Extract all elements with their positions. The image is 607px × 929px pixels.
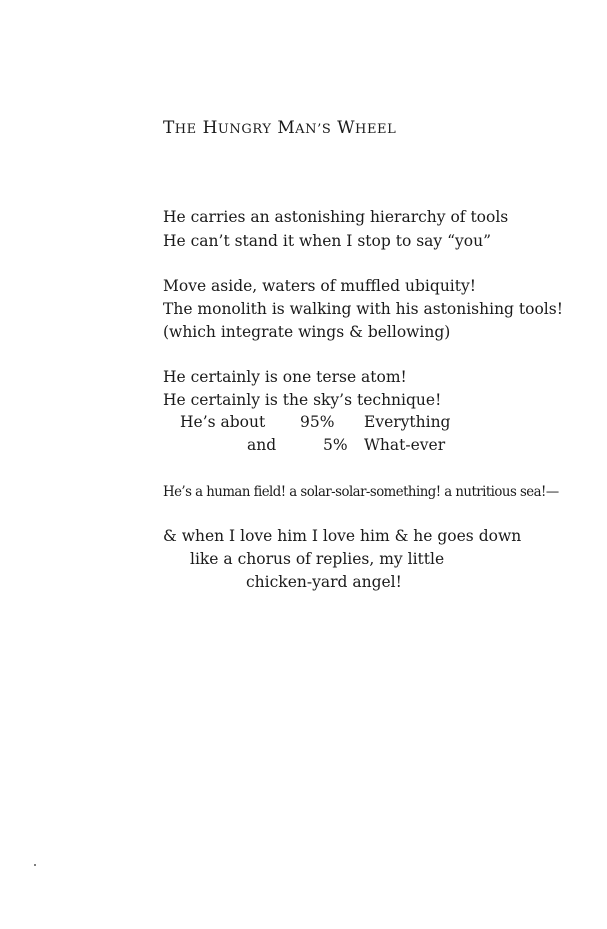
- stanza4-line1: He’s a human field! a solar-solar-something! a nutritious sea!—: [163, 484, 559, 500]
- stanza2-line3: (which integrate wings & bellowing): [163, 323, 451, 341]
- stanza1-line2: He can’t stand it when I stop to say “you”: [163, 232, 492, 250]
- row2-percent: 5%: [323, 436, 348, 454]
- row2-lead: and: [247, 436, 277, 454]
- stanza2-line2: The monolith is walking with his astonishing tools!: [163, 300, 563, 318]
- row1-percent: 95%: [300, 413, 335, 431]
- stanza5-line3: chicken-yard angel!: [246, 573, 402, 591]
- title-rest-3: AN’S: [295, 122, 332, 137]
- stanza2-line1: Move aside, waters of muffled ubiquity!: [163, 277, 476, 295]
- row1-word: Everything: [364, 413, 451, 431]
- scan-speck: [34, 864, 36, 866]
- title-cap-1: T: [163, 118, 175, 138]
- title-cap-2: H: [202, 118, 218, 138]
- stanza5-line1: & when I love him I love him & he goes down: [163, 527, 522, 545]
- row1-lead: He’s about: [180, 413, 266, 431]
- title-rest-2: UNGRY: [217, 122, 272, 137]
- title-rest-4: HEEL: [355, 122, 397, 137]
- stanza3-line2: He certainly is the sky’s technique!: [163, 391, 442, 409]
- row2-word: What-ever: [364, 436, 446, 454]
- title-cap-3: M: [277, 118, 296, 138]
- stanza5-line2: like a chorus of replies, my little: [190, 550, 445, 568]
- stanza1-line1: He carries an astonishing hierarchy of tools: [163, 208, 509, 226]
- stanza3-line1: He certainly is one terse atom!: [163, 368, 407, 386]
- title-rest-1: HE: [174, 122, 197, 137]
- poem-title: [163, 118, 396, 138]
- title-cap-4: W: [337, 118, 356, 138]
